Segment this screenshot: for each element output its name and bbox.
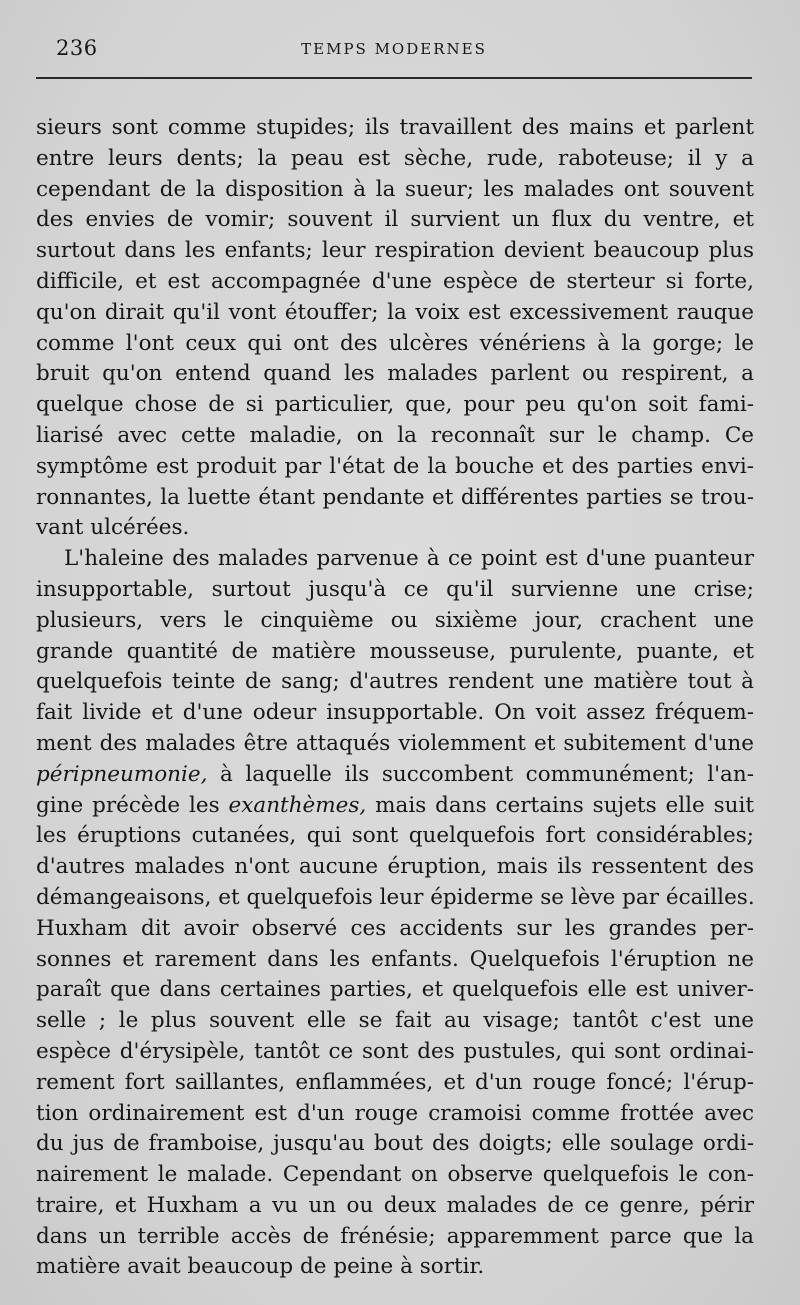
paragraph-end-line: vant ulcérées. bbox=[36, 515, 190, 541]
text-line: qu'on dirait qu'il vont étouffer; la voix est excessivement rauque bbox=[36, 299, 754, 325]
text-line: quelquefois teinte de sang; d'autres rendent une matière tout à bbox=[36, 669, 754, 695]
text-line: ronnantes, la luette étant pendante et différentes parties se trou- bbox=[36, 484, 754, 510]
paragraph-end-line: matière avait beaucoup de peine à sortir. bbox=[36, 1254, 485, 1280]
line-rest: mais dans certains sujets elle suit bbox=[366, 792, 754, 818]
running-title: TEMPS MODERNES bbox=[301, 40, 487, 58]
text-line: sieurs sont comme stupides; ils travaillent des mains et parlent bbox=[36, 115, 754, 140]
text-line: fait livide et d'une odeur insupportable. On voit assez fréquem- bbox=[36, 700, 754, 726]
running-header bbox=[36, 36, 752, 64]
text-line: insupportable, surtout jusqu'à ce qu'il survienne une crise; bbox=[36, 576, 754, 602]
text-line: selle ; le plus souvent elle se fait au visage; tantôt c'est une bbox=[36, 1008, 754, 1034]
text-line: ment des malades être attaqués violemment et subitement d'une bbox=[36, 730, 754, 756]
text-line: les éruptions cutanées, qui sont quelquefois fort considérables; bbox=[36, 823, 754, 849]
text-line: bruit qu'on entend quand les malades parlent ou respirent, a bbox=[36, 361, 754, 387]
text-line: comme l'ont ceux qui ont des ulcères vénériens à la gorge; le bbox=[36, 330, 754, 356]
text-line: démangeaisons, et quelquefois leur épiderme se lève par écailles. bbox=[36, 884, 755, 910]
text-line: plusieurs, vers le cinquième ou sixième jour, crachent une bbox=[36, 607, 754, 633]
text-line: liarisé avec cette maladie, on la reconnaît sur le champ. Ce bbox=[36, 422, 754, 448]
text-line: difficile, et est accompagnée d'une espèce de sterteur si forte, bbox=[36, 268, 754, 294]
line-start: gine précède les bbox=[36, 792, 229, 818]
text-line: espèce d'érysipèle, tantôt ce sont des pustules, qui sont ordinai- bbox=[36, 1038, 754, 1064]
text-line: d'autres malades n'ont aucune éruption, mais ils ressentent des bbox=[36, 854, 754, 880]
paragraph-start-line: L'haleine des malades parvenue à ce point est d'une puanteur bbox=[64, 546, 754, 572]
text-line: du jus de framboise, jusqu'au bout des doigts; elle soulage ordi- bbox=[36, 1131, 754, 1157]
italic-term: péripneumonie, bbox=[36, 761, 208, 787]
text-line: nairement le malade. Cependant on observe quelquefois le con- bbox=[36, 1162, 754, 1188]
text-line: symptôme est produit par l'état de la bouche et des parties envi- bbox=[36, 453, 754, 479]
text-line bbox=[36, 760, 754, 791]
italic-term: exanthèmes, bbox=[228, 792, 367, 818]
text-line: paraît que dans certaines parties, et quelquefois elle est univer- bbox=[36, 977, 754, 1003]
line-rest: à laquelle ils succombent communément; l'an- bbox=[207, 761, 754, 787]
text-line: rement fort saillantes, enflammées, et d'un rouge foncé; l'érup- bbox=[36, 1069, 754, 1095]
text-line: traire, et Huxham a vu un ou deux malades de ce genre, périr bbox=[36, 1192, 754, 1218]
text-line: tion ordinairement est d'un rouge cramoisi comme frottée avec bbox=[36, 1100, 754, 1126]
page-number: 236 bbox=[56, 36, 98, 60]
text-line bbox=[36, 791, 754, 822]
header-rule bbox=[36, 77, 752, 79]
text-line: entre leurs dents; la peau est sèche, rude, raboteuse; il y a bbox=[36, 145, 754, 171]
text-line: grande quantité de matière mousseuse, purulente, puante, et bbox=[36, 638, 754, 664]
text-line: dans un terrible accès de frénésie; apparemment parce que la bbox=[36, 1223, 754, 1249]
text-line: des envies de vomir; souvent il survient un flux du ventre, et bbox=[36, 207, 754, 233]
text-line: Huxham dit avoir observé ces accidents sur les grandes per- bbox=[36, 915, 754, 941]
text-line: quelque chose de si particulier, que, pour peu qu'on soit fami- bbox=[36, 392, 754, 418]
text-line: cependant de la disposition à la sueur; les malades ont souvent bbox=[36, 176, 754, 202]
text-line: surtout dans les enfants; leur respiration devient beaucoup plus bbox=[36, 238, 754, 264]
body-text bbox=[36, 113, 754, 1283]
text-line: sonnes et rarement dans les enfants. Quelquefois l'éruption ne bbox=[36, 946, 754, 972]
